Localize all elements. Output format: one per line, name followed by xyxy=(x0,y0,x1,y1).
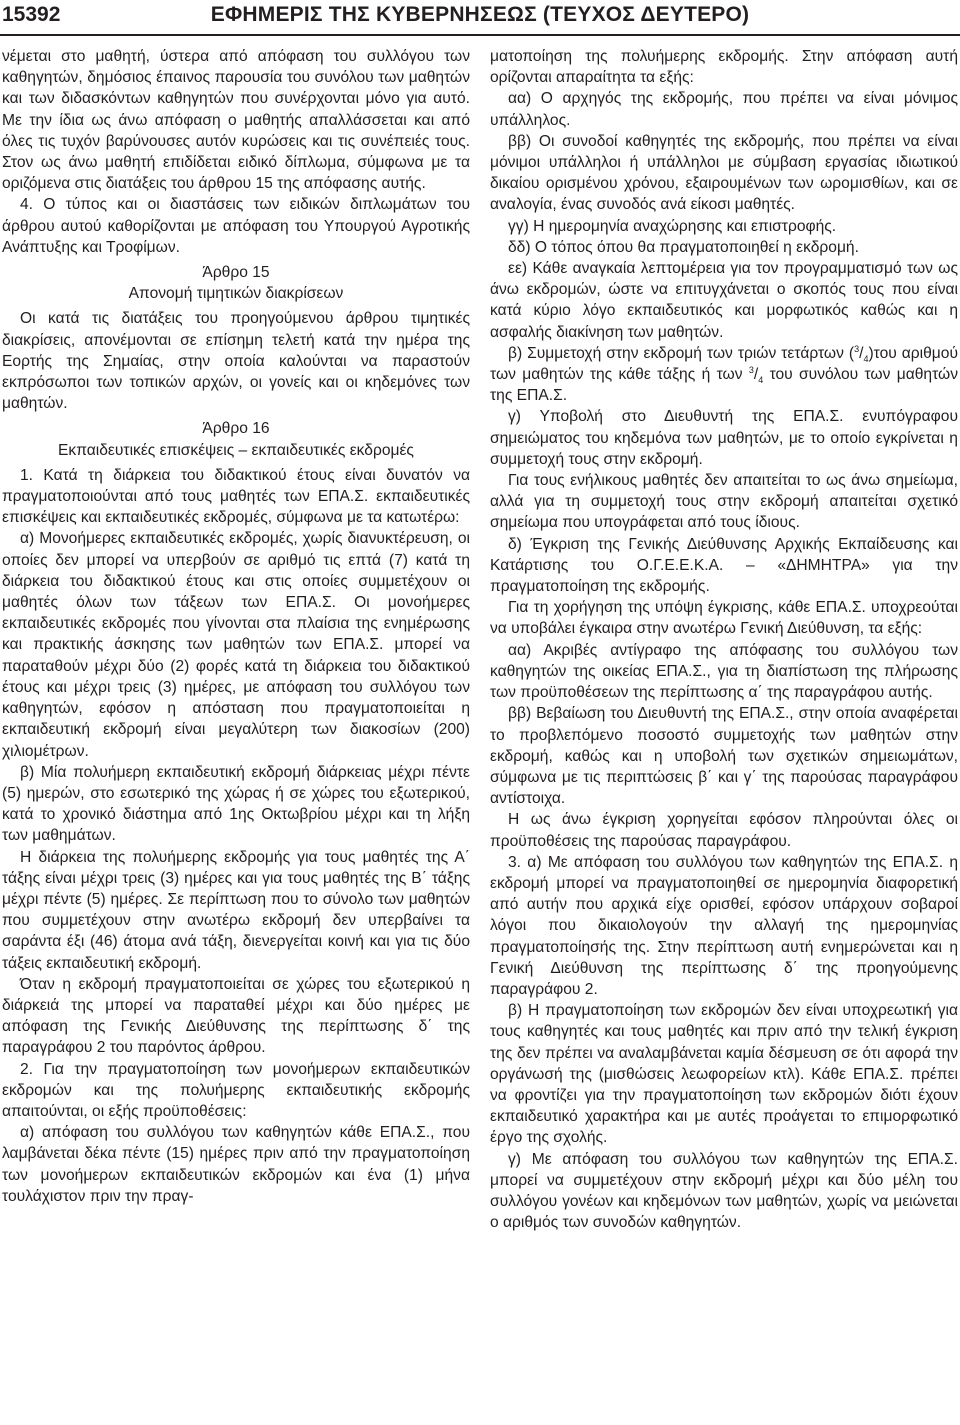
paragraph: Οι κατά τις διατάξεις του προηγούμενου άρθρου τιμητικές διακρίσεις, απονέμονται σε επίσημη τελετή κατά την ημέρα της Εορτής της Σημαίας, στην οποία καλούνται να παραστούν εκπρόσωποι των τοπικών αρχών, οι γονείς και οι κηδεμόνες των μαθητών. xyxy=(2,310,470,413)
paragraph: Για τη χορήγηση της υπόψη έγκρισης, κάθε ΕΠΑ.Σ. υποχρεούται να υποβάλει έγκαιρα στην ανωτέρω Γενική Διεύθυνση, τα εξής: xyxy=(490,599,958,638)
page-number: 15392 xyxy=(2,3,61,26)
gazette-title: ΕΦΗΜΕΡΙΣ ΤΗΣ ΚΥΒΕΡΝΗΣΕΩΣ (ΤΕΥΧΟΣ ΔΕΥΤΕΡΟ) xyxy=(210,3,750,26)
paragraph: εε) Κάθε αναγκαία λεπτομέρεια για τον προγραμματισμό των ως άνω εκδρομών, ώστε να επιτυγχάνεται ο σκοπός τους που είναι κατά κύριο λόγο εκπαιδευτικός και μορφωτικός καθώς και η ασφαλής διακίνηση των μαθητών. xyxy=(490,260,958,341)
paragraph: Όταν η εκδρομή πραγματοποιείται σε χώρες του εξωτερικού η διάρκειά της μπορεί να παραταθεί μέχρι και δύο ημέρες με απόφαση της Γενικής Διεύθυνσης της περίπτωσης δ΄ της παραγράφου 2 του παρόντος άρθρου. xyxy=(2,975,470,1057)
article-16-title: Άρθρο 16 xyxy=(202,420,270,438)
paragraph: ββ) Βεβαίωση του Διευθυντή της ΕΠΑ.Σ., στην οποία αναφέρεται το προβλεπόμενο ποσοστό συμμετοχής των μαθητών στην εκδρομή, καθώς και η υποβολή των σχετικών σημειωμάτων, σύμφωνα με τις περιπτώσεις β΄ και γ΄ της παρούσας παραγράφου αντίστοιχα. xyxy=(490,705,958,808)
text-run: β) Συμμετοχή στην εκδρομή των τριών τετάρτων ( xyxy=(508,344,855,362)
paragraph: β) Μία πολυήμερη εκπαιδευτική εκδρομή διάρκειας μέχρι πέντε (5) ημερών, στο εσωτερικό της χώρας ή σε χώρες του εξωτερικού, κατά το χρονικό διάστημα από 1ης Οκτωβρίου μέχρι και τη λήξη των μαθημάτων. xyxy=(2,763,470,845)
text-run: του συνόλου των μαθητών της ΕΠΑ.Σ. xyxy=(490,366,958,405)
paragraph: δ) Έγκριση της Γενικής Διεύθυνσης Αρχικής Εκπαίδευσης και Κατάρτισης του Ο.Γ.Ε.Ε.Κ.Α. – «ΔΗΜΗΤΡΑ» για την πραγματοποίηση της εκδρομής. xyxy=(490,535,958,596)
paragraph: α) απόφαση του συλλόγου των καθηγητών κάθε ΕΠΑ.Σ., που λαμβάνεται δέκα πέντε (15) ημέρες πριν από την πραγματοποίηση των μονοήμερων εκπαιδευτικών εκδρομών και ένα (1) μήνα τουλάχιστον πριν την πραγ- xyxy=(2,1124,470,1205)
paragraph: γγ) Η ημερομηνία αναχώρησης και επιστροφής. xyxy=(508,217,837,235)
article-15-subtitle: Απονομή τιμητικών διακρίσεων xyxy=(128,285,344,303)
paragraph: γ) Με απόφαση του συλλόγου των καθηγητών της ΕΠΑ.Σ. μπορεί να συμμετέχουν στην εκδρομή μέχρι και δύο μέλη του συλλόγου γονέων και κηδεμόνων των μαθητών, χωρίς να μειώνεται ο αριθμός των συνοδών καθηγητών. xyxy=(490,1150,958,1232)
left-column xyxy=(2,46,470,1207)
article-15-title: Άρθρο 15 xyxy=(202,264,270,282)
paragraph: γ) Υποβολή στο Διευθυντή της ΕΠΑ.Σ. ενυπόγραφου σημειώματος του κηδεμόνα των μαθητών, με το οποίο εγκρίνεται η συμμετοχή τους στην εκδρομή. xyxy=(490,408,958,468)
paragraph: δδ) Ο τόπος όπου θα πραγματοποιηθεί η εκδρομή. xyxy=(508,238,859,256)
paragraph: Η ως άνω έγκριση χορηγείται εφόσον πληρούνται όλες οι προϋποθέσεις της παρούσας παραγράφου. xyxy=(490,811,958,850)
paragraph: β) Η πραγματοποίηση των εκδρομών δεν είναι υποχρεωτική για τους καθηγητές και τους μαθητές και πριν από την τελική έγκριση της δεν πρέπει να αναλαμβάνεται καμία δέσμευση σε ότι αφορά την οργάνωσή της (μισθώσεις λεωφορείων κτλ). Κάθε ΕΠΑ.Σ. πρέπει να φροντίζει για την πραγματοποίηση των εκδρομών διότι έχουν εκπαιδευτικό χαρακτήρα και με αυτές προάγεται το επιμορφωτικό έργο της σχολής. xyxy=(490,1002,958,1147)
paragraph: 4. Ο τύπος και οι διαστάσεις των ειδικών διπλωμάτων του άρθρου αυτού καθορίζονται με απόφαση του Υπουργού Αγροτικής Ανάπτυξης και Τροφίμων. xyxy=(2,196,470,256)
paragraph: 2. Για την πραγματοποίηση των μονοήμερων εκπαιδευτικών εκδρομών και της πολυήμερης εκπαιδευτικής εκδρομής απαιτούνται, οι εξής προϋποθέσεις: xyxy=(2,1060,470,1120)
article-16-subtitle: Εκπαιδευτικές επισκέψεις – εκπαιδευτικές εκδρομές xyxy=(58,441,414,459)
fraction-denominator: 4 xyxy=(758,375,764,386)
paragraph: 3. α) Με απόφαση του συλλόγου των καθηγητών της ΕΠΑ.Σ. η εκδρομή μπορεί να πραγματοποιηθεί σε ημερομηνία διαφορετική από αυτήν που αρχικά είχε ορισθεί, εφόσον υπάρχουν σοβαροί λόγοι που δικαιολογούν την αλλαγή της ημερομηνίας πραγματοποίησής της. Στην περίπτωση αυτή ενημερώνεται και η Γενική Διεύθυνση της περίπτωσης δ΄ της προηγούμενης παραγράφου 2. xyxy=(490,853,958,998)
text-run: του αριθμού των μαθητών της κάθε τάξης ή των xyxy=(490,344,958,384)
right-column xyxy=(490,46,958,1233)
paragraph: 1. Κατά τη διάρκεια του διδακτικού έτους είναι δυνατόν να πραγματοποιούνται από τους μαθητές των ΕΠΑ.Σ. εκπαιδευτικές επισκέψεις και εκπαιδευτικές εκδρομές, σύμφωνα με τα κατωτέρω: xyxy=(2,466,470,527)
paragraph: νέμεται στο μαθητή, ύστερα από απόφαση του συλλόγου των καθηγητών, δημόσιος έπαινος παρουσία του συνόλου των μαθητών και των διδασκόντων καθηγητών που συνέρχονται μόνο για αυτό. Με την ίδια ως άνω απόφαση ο μαθητής απαλλάσσεται και από όλες τις τυχόν βαρύνουσες αυτόν κυρώσεις και τις συνέπειές τους. Στον ως άνω μαθητή επιδίδεται ειδικό δίπλωμα, σύμφωνα με τα οριζόμενα στις διατάξεις του άρθρου 15 της απόφασης αυτής. xyxy=(2,48,470,193)
fraction-numerator: 3 xyxy=(854,343,860,354)
paragraph: β) Συμμετοχή στην εκδρομή των τριών τετάρτων $(^3/_4)\tau o\upsilon$ αριθμού των μαθητών της κάθε τάξης ή των $^3/_4$ του συνόλου των μαθητών της ΕΠΑ.Σ. xyxy=(490,343,958,405)
paragraph: Η διάρκεια της πολυήμερης εκδρομής για τους μαθητές της Α΄ τάξης είναι μέχρι τρεις (3) ημέρες και για τους μαθητές της Β΄ τάξης μέχρι πέντε (5) ημέρες. Σε περίπτωση που το σύνολο των μαθητών που συμμετέχουν στην ανωτέρω εκδρομή δεν υπερβαίνει τα σαράντα έξι (46) άτομα ανά τάξη, διενεργείται κοινή και για τις δύο τάξεις εκπαιδευτική εκδρομή. xyxy=(2,848,470,972)
fraction-denominator: 4 xyxy=(863,353,869,364)
paragraph: αα) Ακριβές αντίγραφο της απόφασης του συλλόγου των καθηγητών της οικείας ΕΠΑ.Σ., για τη διαπίστωση της πλήρωσης των προϋποθέσεων της περίπτωσης α΄ της παραγράφου αυτής. xyxy=(490,641,958,702)
paragraph: ββ) Οι συνοδοί καθηγητές της εκδρομής, που πρέπει να είναι μόνιμοι υπάλληλοι ή υπάλληλοι με σύμβαση εργασίας ιδιωτικού δικαίου ορισμένου χρόνου, εξαιρουμένων των ωρομισθίων, και σε αναλογία, ένας συνοδός ανά είκοσι μαθητές. xyxy=(490,132,958,214)
paragraph: Για τους ενήλικους μαθητές δεν απαιτείται το ως άνω σημείωμα, αλλά για τη συμμετοχή τους στην εκδρομή απαιτείται σχετικό σημείωμα που υπογράφεται από τους ίδιους. xyxy=(490,472,958,532)
paragraph: α) Μονοήμερες εκπαιδευτικές εκδρομές, χωρίς διανυκτέρευση, οι οποίες δεν μπορεί να υπερβούν σε αριθμό τις επτά (7) κατά τη διάρκεια του διδακτικού έτους και στις οποίες συμμετέχουν οι μαθητές όλων των τάξεων των ΕΠΑ.Σ. Οι μονοήμερες εκπαιδευτικές εκδρομές που γίνονται στα πλαίσια της ενημέρωσης και πρακτικής άσκησης των μαθητών των ΕΠΑ.Σ. μπορεί να παραταθούν μέχρι δύο (2) φορές κατά τη διάρκεια του διδακτικού έτους και μέχρι τρεις (3) ημέρες, με απόφαση του συλλόγου των καθηγητών, εφόσον η απόσταση που πραγματοποιείται η εκπαιδευτική εκδρομή είναι μεγαλύτερη των διακοσίων (200) χιλιομέτρων. xyxy=(2,530,470,760)
paragraph: αα) Ο αρχηγός της εκδρομής, που πρέπει να είναι μόνιμος υπάλληλος. xyxy=(490,90,958,129)
paragraph: ματοποίηση της πολυήμερης εκδρομής. Στην απόφαση αυτή ορίζονται απαραίτητα τα εξής: xyxy=(490,48,958,87)
page-header xyxy=(0,0,960,36)
fraction-numerator: 3 xyxy=(748,364,754,375)
